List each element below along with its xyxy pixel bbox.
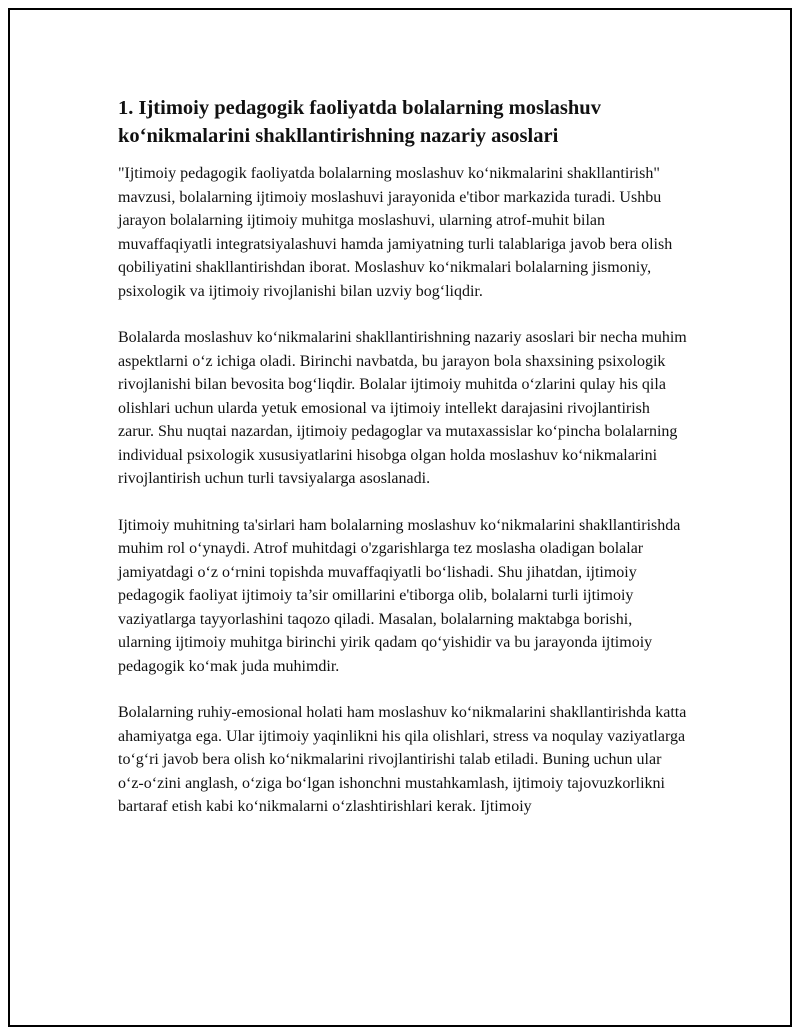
section-title: 1. Ijtimoiy pedagogik faoliyatda bolalarning moslashuv ko‘nikmalarini shakllantirishning nazariy asoslari bbox=[118, 97, 601, 147]
document-body bbox=[118, 94, 688, 842]
paragraph-3: Ijtimoiy muhitning ta'sirlari ham bolalarning moslashuv ko‘nikmalarini shakllantirishda muhim rol o‘ynaydi. Atrof muhitdagi o'zgarishlarga tez moslasha oladigan bolalar jamiyatdagi o‘z o‘rnini topishda muvaffaqiyatli bo‘lishadi. Shu jihatdan, ijtimoiy pedagogik faoliyat ijtimoiy ta’sir omillarini e'tiborga olib, bolalarni turli ijtimoiy vaziyatlarga tayyorlashini taqozo qiladi. Masalan, bolalarning maktabga borishi, ularning ijtimoiy muhitga birinchi yirik qadam qo‘yishidir va bu jarayonda ijtimoiy pedagogik ko‘mak juda muhimdir. bbox=[118, 516, 681, 675]
paragraph-2: Bolalarda moslashuv ko‘nikmalarini shakllantirishning nazariy asoslari bir necha muhim aspektlarni o‘z ichiga oladi. Birinchi navbatda, bu jarayon bola shaxsining psixologik rivojlanishi bilan bevosita bog‘liqdir. Bolalar ijtimoiy muhitda o‘zlarini qulay his qila olishlari uchun ularda yetuk emosional va ijtimoiy intellekt darajasini rivojlantirish zarur. Shu nuqtai nazardan, ijtimoiy pedagoglar va mutaxassislar ko‘pincha bolalarning individual psixologik xususiyatlarini hisobga olgan holda moslashuv ko‘nikmalarini rivojlantirish uchun turli tavsiyalarga asoslanadi. bbox=[118, 329, 687, 487]
paragraph-4: Bolalarning ruhiy-emosional holati ham moslashuv ko‘nikmalarini shakllantirishda katta ahamiyatga ega. Ular ijtimoiy yaqinlikni his qila olishlari, stress va noqulay vaziyatlarga to‘g‘ri javob bera olish ko‘nikmalarini rivojlantirishi talab etiladi. Buning uchun ular o‘z-o‘zini anglash, o‘ziga bo‘lgan ishonchni mustahkamlash, ijtimoiy tajovuzkorlikni bartaraf etish kabi ko‘nikmalarni o‘zlashtirishlari kerak. Ijtimoiy bbox=[118, 704, 687, 815]
paragraph-1: "Ijtimoiy pedagogik faoliyatda bolalarning moslashuv ko‘nikmalarini shakllantirish" mavzusi, bolalarning ijtimoiy moslashuvi jarayonida e'tibor markazida turadi. Ushbu jarayon bolalarning ijtimoiy muhitga moslashuvi, ularning atrof-muhit bilan muvaffaqiyatli integratsiyalashuvi hamda jamiyatning turli talablariga javob bera olish qobiliyatini shakllantirishdan iborat. Moslashuv ko‘nikmalari bolalarning jismoniy, psixologik va ijtimoiy rivojlanishi bilan uzviy bog‘liqdir. bbox=[118, 165, 673, 300]
